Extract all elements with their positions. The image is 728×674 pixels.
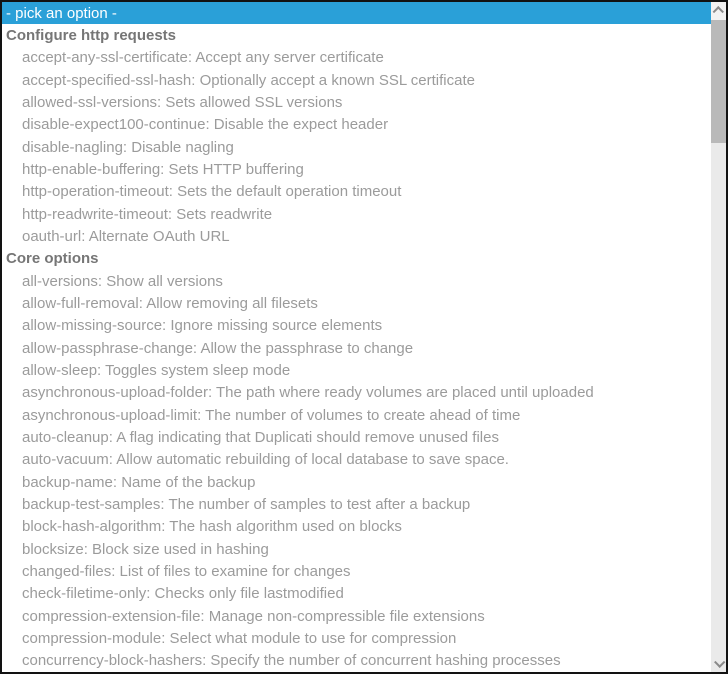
- option-item[interactable]: check-filetime-only: Checks only file lastmodified: [22, 585, 344, 603]
- option-item[interactable]: oauth-url: Alternate OAuth URL: [22, 227, 230, 245]
- option-item[interactable]: compression-module: Select what module to use for compression: [22, 629, 457, 647]
- option-item[interactable]: disable-expect100-continue: Disable the expect header: [22, 116, 389, 134]
- option-group-label: Core options: [6, 250, 99, 268]
- option-item[interactable]: changed-files: List of files to examine for changes: [22, 562, 351, 580]
- option-item[interactable]: allow-passphrase-change: Allow the passphrase to change: [22, 339, 414, 357]
- scrollbar-thumb[interactable]: [711, 20, 726, 143]
- option-item[interactable]: blocksize: Block size used in hashing: [22, 540, 269, 558]
- option-item[interactable]: accept-any-ssl-certificate: Accept any server certificate: [22, 49, 384, 67]
- scroll-down-button[interactable]: [711, 654, 726, 672]
- scroll-up-button[interactable]: [711, 2, 726, 20]
- option-item[interactable]: compression-extension-file: Manage non-compressible file extensions: [22, 607, 485, 625]
- option-item[interactable]: http-readwrite-timeout: Sets readwrite: [22, 205, 273, 223]
- option-item[interactable]: asynchronous-upload-limit: The number of volumes to create ahead of time: [22, 406, 521, 424]
- option-item[interactable]: backup-test-samples: The number of samples to test after a backup: [22, 495, 471, 513]
- option-item[interactable]: allow-full-removal: Allow removing all filesets: [22, 294, 318, 312]
- option-item[interactable]: all-versions: Show all versions: [22, 272, 223, 290]
- option-item[interactable]: block-hash-algorithm: The hash algorithm used on blocks: [22, 518, 402, 536]
- chevron-up-icon: [712, 6, 723, 17]
- option-item[interactable]: concurrency-block-hashers: Specify the number of concurrent hashing processes: [22, 652, 561, 670]
- options-list: [2, 2, 711, 672]
- chevron-down-icon: [714, 657, 725, 668]
- option-item[interactable]: http-operation-timeout: Sets the default operation timeout: [22, 183, 402, 201]
- option-group-label: Configure http requests: [6, 26, 177, 44]
- option-item[interactable]: allow-sleep: Toggles system sleep mode: [22, 361, 291, 379]
- option-item[interactable]: allow-missing-source: Ignore missing source elements: [22, 317, 383, 335]
- option-item[interactable]: allowed-ssl-versions: Sets allowed SSL versions: [22, 93, 343, 111]
- option-item[interactable]: accept-specified-ssl-hash: Optionally accept a known SSL certificate: [22, 71, 475, 89]
- option-item[interactable]: auto-vacuum: Allow automatic rebuilding of local database to save space.: [22, 451, 509, 469]
- option-item[interactable]: disable-nagling: Disable nagling: [22, 138, 234, 156]
- option-item[interactable]: auto-cleanup: A flag indicating that Duplicati should remove unused files: [22, 428, 499, 446]
- vertical-scrollbar[interactable]: [711, 2, 726, 672]
- option-item[interactable]: asynchronous-upload-folder: The path where ready volumes are placed until uploaded: [22, 384, 594, 402]
- option-item[interactable]: backup-name: Name of the backup: [22, 473, 256, 491]
- option-item[interactable]: http-enable-buffering: Sets HTTP buffering: [22, 160, 304, 178]
- selected-option[interactable]: - pick an option -: [2, 2, 711, 24]
